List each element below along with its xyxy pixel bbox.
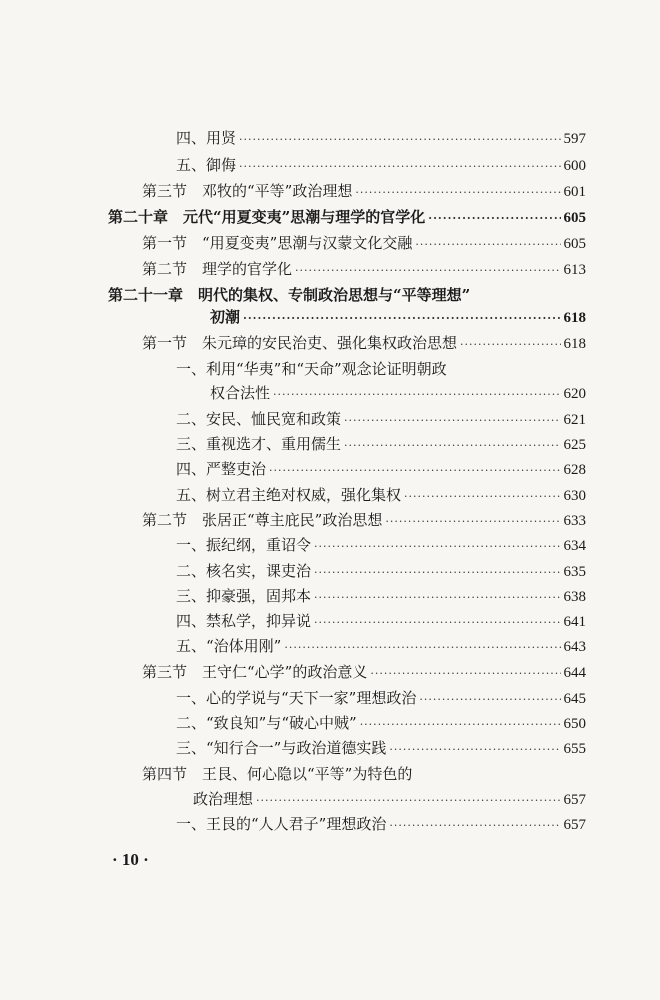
leader-dots (239, 130, 560, 150)
toc-entry (142, 510, 586, 532)
toc-entry (142, 259, 586, 281)
toc-entry (176, 459, 586, 481)
entry-title: 三、抑豪强，固邦本 (176, 587, 312, 605)
leader-dots (389, 740, 560, 760)
entry-title: 四、用贤 (176, 129, 237, 147)
entry-page: 628 (563, 462, 586, 478)
entry-page: 638 (563, 589, 586, 605)
toc-entry (176, 688, 586, 710)
entry-title: 四、禁私学，抑异说 (176, 612, 312, 630)
entry-page: 597 (563, 131, 586, 147)
entry-page: 645 (563, 691, 586, 707)
entry-page: 630 (563, 488, 586, 504)
leader-dots (269, 461, 560, 481)
leader-dots (273, 385, 560, 405)
entry-title: 一、王艮的“人人君子”理想政治 (176, 815, 387, 833)
entry-title: 二、核名实，课吏治 (176, 562, 312, 580)
entry-page: 641 (563, 614, 586, 630)
leader-dots (295, 261, 560, 281)
toc-entry (193, 789, 586, 811)
entry-page: 657 (563, 792, 586, 808)
leader-dots (256, 791, 560, 811)
entry-page: 618 (563, 310, 586, 326)
toc-entry (176, 409, 586, 431)
leader-dots (314, 613, 560, 633)
leader-dots (360, 715, 561, 735)
entry-page: 657 (563, 817, 586, 833)
leader-dots (239, 157, 560, 177)
toc-entry (176, 636, 586, 658)
leader-dots (415, 235, 560, 255)
entry-title: 二、“致良知”与“破心中贼” (176, 714, 357, 732)
chapter-title-continued: 初潮 (210, 308, 241, 326)
toc-entry (176, 128, 586, 150)
leader-dots (284, 638, 560, 658)
entry-page: 600 (563, 158, 586, 174)
leader-dots (419, 690, 560, 710)
entry-page: 621 (563, 412, 586, 428)
toc-entry (176, 155, 586, 177)
chapter-title: 第二十章 元代“用夏变夷”思潮与理学的官学化 (108, 208, 426, 226)
toc-entry (176, 814, 586, 836)
toc-entry (142, 233, 586, 255)
toc-entry (176, 586, 586, 608)
leader-dots (355, 183, 560, 203)
toc-entry (176, 561, 586, 583)
entry-page: 618 (563, 336, 586, 352)
toc-entry (142, 662, 586, 684)
entry-title: 二、安民、恤民宽和政策 (176, 410, 342, 428)
entry-page: 605 (563, 236, 586, 252)
entry-page: 633 (563, 513, 586, 529)
entry-title: 第二节 张居正“尊主庇民”政治思想 (142, 511, 383, 529)
leader-dots (314, 563, 560, 583)
entry-page: 601 (563, 184, 586, 200)
leader-dots (389, 816, 560, 836)
entry-title: 第二节 理学的官学化 (142, 260, 293, 278)
leader-dots (404, 487, 560, 507)
toc-entry (142, 181, 586, 203)
entry-page: 605 (563, 210, 586, 226)
entry-title: 第一节 “用夏变夷”思潮与汉蒙文化交融 (142, 234, 413, 252)
entry-title: 第三节 邓牧的“平等”政治理想 (142, 182, 353, 200)
leader-dots (460, 335, 560, 355)
toc-entry (176, 485, 586, 507)
entry-title: 五、树立君主绝对权威，强化集权 (176, 486, 402, 504)
leader-dots (385, 512, 560, 532)
entry-title: 五、“治体用刚” (176, 637, 282, 655)
toc-entry (210, 383, 586, 405)
entry-page: 620 (563, 386, 586, 402)
entry-page: 643 (563, 639, 586, 655)
page-number: · 10 · (112, 850, 149, 869)
entry-title-continued: 政治理想 (193, 790, 254, 808)
entry-page: 613 (563, 262, 586, 278)
leader-dots (243, 309, 560, 329)
toc-entry (142, 333, 586, 355)
entry-page: 644 (563, 665, 586, 681)
entry-title: 一、利用“华夷”和“天命”观念论证明朝政 (176, 360, 447, 378)
leader-dots (428, 209, 560, 229)
entry-page: 635 (563, 564, 586, 580)
chapter-title: 第二十一章 明代的集权、专制政治思想与“平等理想” (108, 286, 471, 304)
entry-title: 四、严整吏治 (176, 460, 267, 478)
leader-dots (344, 436, 560, 456)
entry-title: 第四节 王艮、何心隐以“平等”为特色的 (142, 765, 413, 783)
entry-title: 三、“知行合一”与政治道德实践 (176, 739, 387, 757)
toc-entry (176, 611, 586, 633)
entry-page: 655 (563, 741, 586, 757)
leader-dots (314, 537, 560, 557)
entry-page: 634 (563, 538, 586, 554)
entry-title: 五、御侮 (176, 156, 237, 174)
toc-chapter (108, 207, 586, 229)
toc-entry (176, 738, 586, 760)
leader-dots (344, 411, 560, 431)
entry-title: 第三节 王守仁“心学”的政治意义 (142, 663, 368, 681)
leader-dots (314, 588, 560, 608)
entry-title-continued: 权合法性 (210, 384, 271, 402)
entry-title: 三、重视选才、重用儒生 (176, 435, 342, 453)
entry-title: 一、心的学说与“天下一家”理想政治 (176, 689, 417, 707)
entry-page: 650 (563, 716, 586, 732)
entry-title: 第一节 朱元璋的安民治吏、强化集权政治思想 (142, 334, 458, 352)
toc-entry (176, 535, 586, 557)
toc-entry (176, 713, 586, 735)
entry-title: 一、振纪纲，重诏令 (176, 536, 312, 554)
toc-chapter (210, 307, 586, 329)
toc-entry (176, 434, 586, 456)
leader-dots (370, 664, 560, 684)
entry-page: 625 (563, 437, 586, 453)
